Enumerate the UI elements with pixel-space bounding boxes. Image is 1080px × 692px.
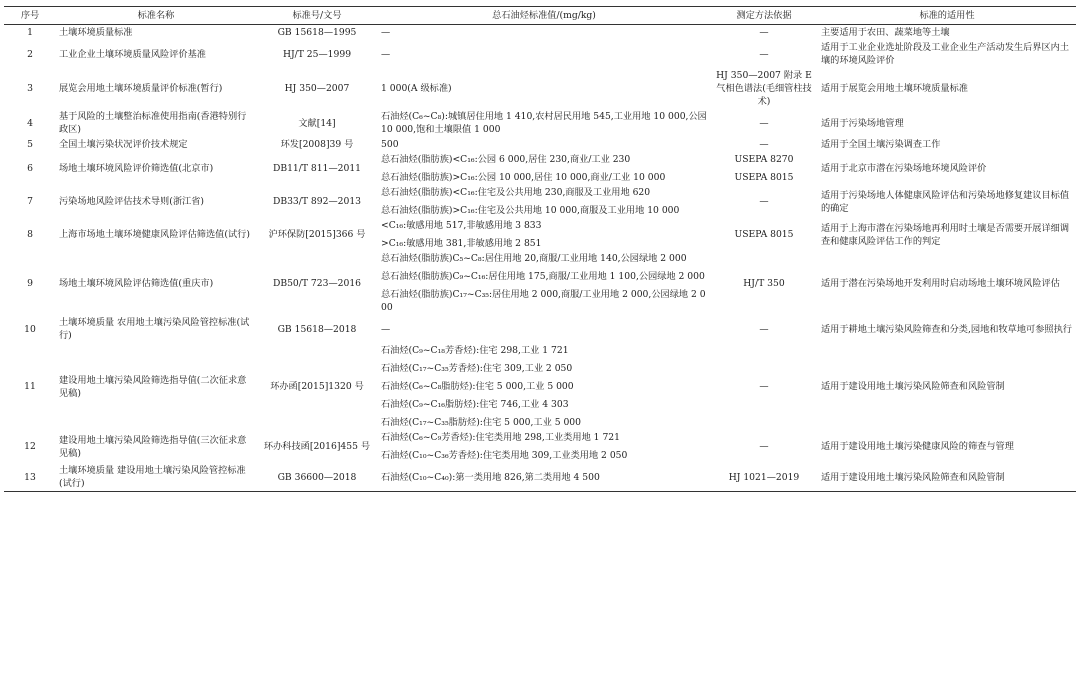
test-method-line: USEPA 8015	[734, 172, 794, 183]
tph-value-line: <C₁₆:敏感用地 517,非敏感用地 3 833	[381, 220, 542, 231]
test-method: —	[759, 117, 769, 129]
test-method: HJ 350—2007 附录 E 气相色谱法(毛细管柱技术)	[716, 70, 812, 107]
tph-values	[378, 185, 710, 218]
row-no: 8	[27, 229, 33, 240]
row-no: 4	[27, 117, 33, 129]
standard-code: GB 36600—2018	[256, 463, 378, 492]
test-method: HJ/T 350	[743, 277, 785, 289]
header-code: 标准号/文号	[256, 7, 378, 25]
applicability: 适用于潜在污染场地开发利用时启动场地土壤环境风险评估	[821, 277, 1060, 289]
table-row	[4, 68, 1076, 109]
tph-value-line: 总石油烃(脂肪族)<C₁₆:公园 6 000,居住 230,商业/工业 230	[381, 154, 631, 165]
tph-values	[378, 68, 710, 109]
table-row	[4, 463, 1076, 492]
tph-value-line: —	[381, 27, 391, 38]
applicability: 适用于建设用地土壤污染风险筛查和风险管制	[818, 463, 1076, 492]
standard-code: 环办科技函[2016]455 号	[263, 441, 371, 452]
applicability: 适用于耕地土壤污染风险筛查和分类,园地和牧草地可参照执行	[821, 323, 1072, 335]
test-method: —	[759, 323, 769, 335]
standard-name: 土壤环境质量 农用地土壤污染风险管控标准(试行)	[59, 317, 250, 341]
table-row	[4, 343, 1076, 430]
tph-value-line: 石油烃(C₁₀~C₃₆芳香烃):住宅类用地 309,工业类用地 2 050	[381, 450, 628, 461]
table-row	[4, 185, 1076, 218]
row-no: 12	[24, 441, 36, 452]
standard-name: 建设用地土壤污染风险筛选指导值(三次征求意见稿)	[59, 434, 247, 459]
table-row	[4, 25, 1076, 41]
tph-value-line: 石油烃(C₁₇~C₃₅芳香烃):住宅 309,工业 2 050	[381, 363, 573, 374]
test-method: —	[759, 381, 769, 392]
standard-name: 建设用地土壤污染风险筛选指导值(二次征求意见稿)	[59, 374, 247, 399]
standard-name: 全国土壤污染状况评价技术规定	[59, 139, 188, 150]
applicability: 主要适用于农田、蔬菜地等土壤	[821, 27, 950, 38]
row-no: 1	[27, 27, 33, 38]
row-no: 5	[27, 139, 33, 150]
header-values: 总石油烃标准值/(mg/kg)	[378, 7, 710, 25]
table-row	[4, 109, 1076, 137]
tph-value-line: 总石油烃(脂肪族)C₁₇~C₃₅:居住用地 2 000,商服/工业用地 2 000,公园绿地 2 000	[381, 289, 706, 313]
test-method: HJ 1021—2019	[710, 463, 818, 492]
applicability: 适用于建设用地土壤污染风险筛查和风险管制	[821, 381, 1005, 392]
test-method: —	[759, 196, 769, 207]
tph-values	[378, 251, 710, 315]
tph-value-line: 石油烃(C₉~C₁₆脂肪烃):住宅 746,工业 4 303	[381, 399, 569, 410]
tph-value-line: 石油烃(C₉~C₁₈芳香烃):住宅 298,工业 1 721	[381, 345, 569, 356]
row-no: 7	[27, 196, 33, 207]
standards-table	[4, 6, 1076, 492]
tph-values	[378, 137, 710, 152]
tph-value-line: 石油烃(C₆~C₈脂肪烃):住宅 5 000,工业 5 000	[381, 381, 574, 392]
tph-values	[378, 463, 710, 492]
tph-value-line: >C₁₆:敏感用地 381,非敏感用地 2 851	[381, 238, 542, 249]
header-name: 标准名称	[56, 7, 256, 25]
test-method: —	[759, 27, 769, 38]
standard-code: DB50/T 723—2016	[272, 277, 362, 289]
tph-value-line: 1 000(A 级标准)	[381, 83, 452, 94]
standard-code: GB 15618—1995	[277, 27, 357, 38]
standard-name: 基于风险的土壤整治标准使用指南(香港特别行政区)	[59, 111, 247, 135]
tph-values	[378, 343, 710, 430]
tph-value-line: —	[381, 48, 391, 60]
standard-name: 上海市场地土壤环境健康风险评估筛选值(试行)	[59, 229, 250, 240]
standard-name: 污染场地风险评估技术导则(浙江省)	[59, 196, 204, 207]
standard-name: 场地土壤环境风险评估筛选值(重庆市)	[59, 277, 214, 289]
tph-values	[378, 315, 710, 343]
standard-name: 场地土壤环境风险评价筛选值(北京市)	[59, 163, 214, 174]
applicability: 适用于工业企业选址阶段及工业企业生产活动发生后界区内土壤的环境风险评价	[821, 42, 1070, 66]
standard-code: DB33/T 892—2013	[272, 196, 362, 207]
row-no: 3	[27, 83, 33, 94]
tph-value-line: 石油烃(C₆~C₈):城镇居住用地 1 410,农村居民用地 545,工业用地 10 000,公园 10 000,饱和土壤限值 1 000	[381, 111, 707, 135]
table-header-row	[4, 7, 1076, 25]
tph-values	[378, 25, 710, 41]
standard-name: 土壤环境质量 建设用地土壤污染风险管控标准(试行)	[56, 463, 256, 492]
row-no: 6	[27, 163, 33, 174]
tph-values	[378, 40, 710, 68]
tph-value-line: 总石油烃(脂肪族)>C₁₆:公园 10 000,居住 10 000,商业/工业 10 000	[381, 172, 666, 183]
header-scope: 标准的适用性	[818, 7, 1076, 25]
standard-code: 文献[14]	[298, 117, 336, 129]
standard-code: HJ/T 25—1999	[282, 48, 352, 60]
test-method: —	[759, 139, 769, 150]
test-method-line: USEPA 8270	[734, 154, 794, 165]
tph-value-line: 500	[381, 139, 399, 150]
test-method	[710, 152, 818, 185]
standard-code: DB11/T 811—2011	[272, 163, 362, 174]
standard-code: HJ 350—2007	[284, 83, 350, 94]
applicability: 适用于上海市潜在污染场地再利用时土壤是否需要开展详细调查和健康风险评估工作的判定	[821, 222, 1070, 247]
row-no: 13	[4, 463, 56, 492]
tph-value-line: 石油烃(C₁₀~C₄₀):第一类用地 826,第二类用地 4 500	[381, 471, 600, 483]
table-row	[4, 251, 1076, 315]
test-method: USEPA 8015	[734, 229, 794, 240]
standard-code: 环办函[2015]1320 号	[270, 381, 364, 392]
tph-value-line: 石油烃(C₁₇~C₃₅脂肪烃):住宅 5 000,工业 5 000	[381, 417, 581, 428]
applicability: 适用于展览会用地土壤环境质量标准	[821, 83, 968, 94]
table-row	[4, 430, 1076, 463]
applicability: 适用于北京市潜在污染场地环境风险评价	[821, 163, 987, 174]
applicability: 适用于污染场地人体健康风险评估和污染场地修复建议目标值的确定	[821, 189, 1070, 214]
tph-values	[378, 430, 710, 463]
header-method: 测定方法依据	[710, 7, 818, 25]
standard-code: 环发[2008]39 号	[280, 139, 354, 150]
table-row	[4, 218, 1076, 251]
tph-value-line: —	[381, 323, 391, 335]
table-row	[4, 315, 1076, 343]
row-no: 9	[27, 277, 33, 289]
table-row	[4, 152, 1076, 185]
tph-value-line: 总石油烃(脂肪族)C₉~C₁₆:居住用地 175,商服/工业用地 1 100,公园绿地 2 000	[381, 271, 705, 282]
standard-name: 展览会用地土壤环境质量评价标准(暂行)	[59, 83, 223, 94]
tph-value-line: 石油烃(C₆~C₉芳香烃):住宅类用地 298,工业类用地 1 721	[381, 432, 620, 443]
tph-value-line: 总石油烃(脂肪族)>C₁₆:住宅及公共用地 10 000,商服及工业用地 10 000	[381, 205, 680, 216]
applicability: 适用于污染场地管理	[821, 117, 904, 129]
header-no: 序号	[4, 7, 56, 25]
standard-name: 工业企业土壤环境质量风险评价基准	[59, 48, 206, 60]
standard-name: 土壤环境质量标准	[59, 27, 133, 38]
tph-values	[378, 109, 710, 137]
applicability: 适用于建设用地土壤污染健康风险的筛查与管理	[821, 441, 1014, 452]
table-row	[4, 137, 1076, 152]
test-method: —	[759, 441, 769, 452]
row-no: 2	[27, 48, 33, 60]
tph-values	[378, 152, 710, 185]
test-method: —	[759, 48, 769, 60]
row-no: 10	[24, 323, 36, 335]
standard-code: GB 15618—2018	[277, 323, 357, 335]
standard-code: 沪环保防[2015]366 号	[268, 229, 366, 240]
tph-values	[378, 218, 710, 251]
tph-value-line: 总石油烃(脂肪族)C₅~C₈:居住用地 20,商服/工业用地 140,公园绿地 2 000	[381, 253, 687, 264]
row-no: 11	[24, 381, 36, 392]
table-row	[4, 40, 1076, 68]
tph-value-line: 总石油烃(脂肪族)<C₁₆:住宅及公共用地 230,商服及工业用地 620	[381, 187, 651, 198]
applicability: 适用于全国土壤污染调查工作	[821, 139, 941, 150]
